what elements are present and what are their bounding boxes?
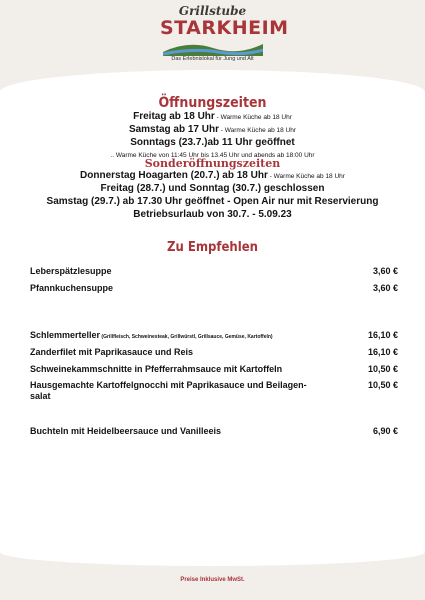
menu-item-detail: (Grillfleisch, Schweinesteak, Grillwürstl, Grillsauce, Gemüse, Kartoffeln) bbox=[100, 334, 273, 340]
special-line-1-main: Donnerstag Hoagarten (20.7.) ab 18 Uhr bbox=[80, 170, 268, 181]
opening-line-4-note: .. Warme Küche von 11:45 Uhr bis 13.45 Uhr und abends ab 18:00 Uhr bbox=[110, 152, 315, 159]
menu-item-name-text: Schlemmerteller bbox=[30, 330, 101, 340]
special-line-3: Samstag (29.7.) ab 17.30 Uhr geöffnet - Open Air nur mit Reservierung bbox=[46, 196, 379, 207]
special-hours-heading: Sonderöffnungszeiten bbox=[144, 157, 281, 170]
special-line-4: Betriebsurlaub von 30.7. - 5.09.23 bbox=[133, 209, 292, 220]
opening-line-2 bbox=[0, 124, 425, 137]
menu-item-name bbox=[30, 330, 350, 343]
menu-item-price: 16,10 € bbox=[367, 330, 398, 340]
menu-item-price: 10,50 € bbox=[367, 380, 398, 390]
menu-item-name: Buchteln mit Heidelbeersauce und Vanilleeis bbox=[30, 426, 222, 436]
special-line-1 bbox=[0, 170, 425, 183]
menu-item-name bbox=[30, 380, 350, 402]
menu-item-price: 10,50 € bbox=[367, 364, 398, 374]
menu-item-name: Pfannkuchensuppe bbox=[30, 283, 114, 293]
menu-item-name: Schweinekammschnitte in Pfefferrahmsauce mit Kartoffeln bbox=[30, 364, 283, 374]
opening-line-3 bbox=[0, 137, 425, 149]
menu-item-price: 3,60 € bbox=[372, 266, 398, 276]
menu-item-price: 6,90 € bbox=[372, 426, 398, 436]
opening-hours-heading: Öffnungszeiten bbox=[158, 95, 267, 111]
opening-line-1 bbox=[0, 111, 425, 124]
footer-band bbox=[0, 552, 425, 600]
special-line-1-note: - Warme Küche ab 18 Uhr bbox=[267, 173, 345, 180]
logo-main-text: STARKHEIM bbox=[160, 17, 289, 39]
recommend-heading: Zu Empfehlen bbox=[166, 240, 259, 255]
menu-item-name-line1: Hausgemachte Kartoffelgnocchi mit Paprikasauce und Beilagen- bbox=[30, 380, 307, 390]
menu-item-price: 16,10 € bbox=[367, 347, 398, 357]
opening-line-1-main: Freitag ab 18 Uhr bbox=[133, 111, 215, 122]
restaurant-logo bbox=[160, 4, 289, 84]
opening-line-2-main: Samstag ab 17 Uhr bbox=[128, 124, 219, 135]
menu-item-price: 3,60 € bbox=[372, 283, 398, 293]
logo-tagline: Das Erlebnislokal für Jung und Alt bbox=[171, 56, 254, 62]
opening-line-1-note: - Warme Küche ab 18 Uhr bbox=[214, 114, 292, 121]
menu-item-name: Leberspätzlesuppe bbox=[30, 266, 112, 276]
special-line-2: Freitag (28.7.) und Sonntag (30.7.) geschlossen bbox=[100, 183, 325, 194]
opening-line-2-note: - Warme Küche ab 18 Uhr bbox=[218, 127, 297, 134]
logo-script-text: Grillstube bbox=[178, 4, 247, 18]
price-note: Preise Inklusive MwSt. bbox=[180, 577, 245, 583]
menu-item-name: Zanderfilet mit Paprikasauce und Reis bbox=[30, 347, 194, 357]
menu-item-name-line2: salat bbox=[30, 391, 51, 401]
opening-line-3-main: Sonntags (23.7.)ab 11 Uhr geöffnet bbox=[130, 137, 295, 148]
landscape-icon bbox=[163, 38, 263, 56]
